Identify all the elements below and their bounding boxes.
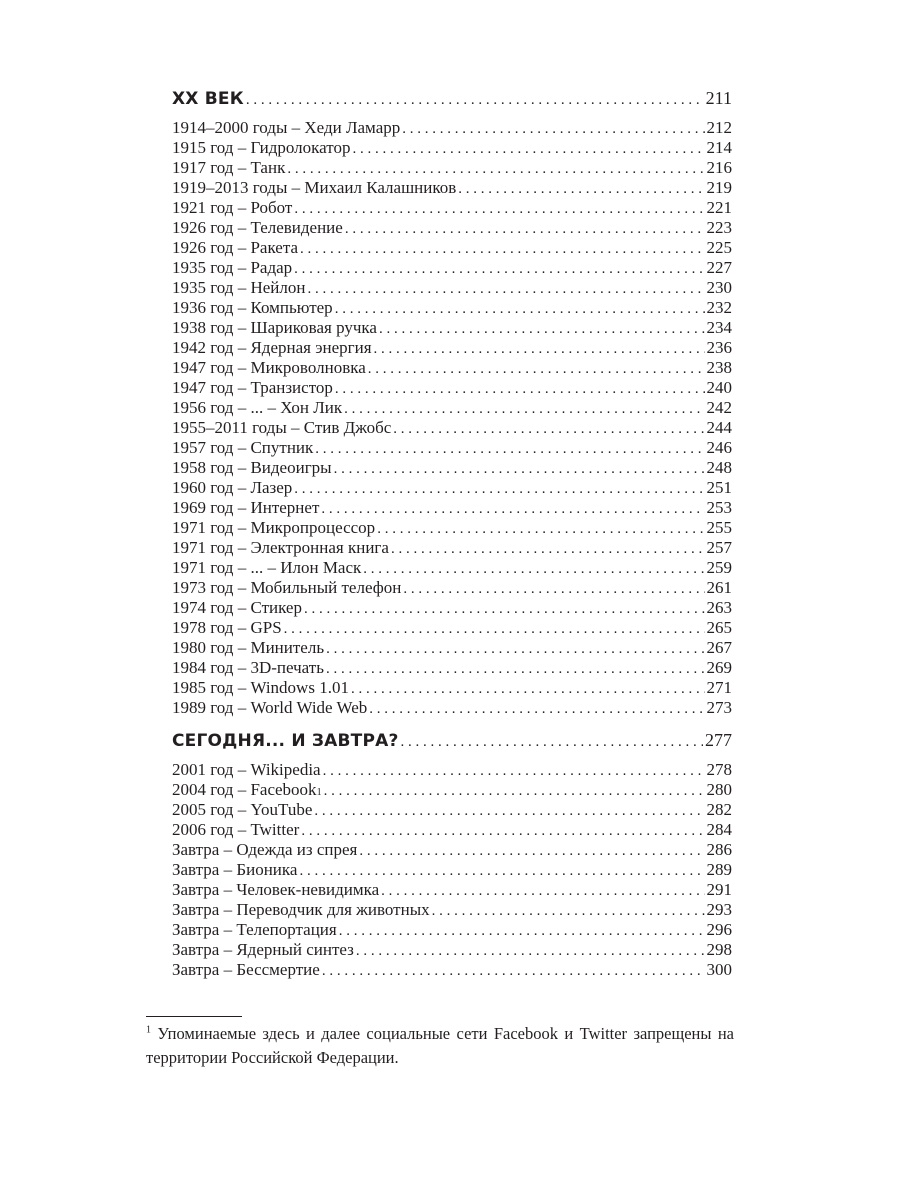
toc-entry[interactable]	[172, 438, 732, 458]
dot-leader	[363, 559, 704, 579]
toc-entry[interactable]	[172, 358, 732, 378]
toc-entry[interactable]	[172, 498, 732, 518]
toc-entry[interactable]	[172, 238, 732, 258]
toc-entry[interactable]	[172, 578, 732, 598]
entry-title: 1960 год – Лазер	[172, 478, 293, 497]
section-title: XX ВЕК	[172, 89, 244, 109]
entry-title: Завтра – Переводчик для животных	[172, 900, 430, 919]
dot-leader	[339, 921, 705, 941]
toc-entry[interactable]	[172, 960, 732, 980]
entry-page-number: 280	[706, 780, 732, 799]
entry-title: 1973 год – Мобильный телефон	[172, 578, 402, 597]
dot-leader	[284, 619, 705, 639]
entry-title: 1926 год – Телевидение	[172, 218, 343, 237]
entry-page-number: 238	[706, 358, 732, 377]
entry-page-number: 284	[706, 820, 732, 839]
entry-page-number: 234	[706, 318, 732, 337]
entry-page-number: 216	[706, 158, 732, 177]
entry-title: 1980 год – Минитель	[172, 638, 325, 657]
dot-leader	[381, 881, 704, 901]
entry-title: Завтра – Ядерный синтез	[172, 940, 354, 959]
entry-page-number: 293	[706, 900, 732, 919]
entry-page-number: 269	[706, 658, 732, 677]
toc-entry[interactable]	[172, 558, 732, 578]
entry-page-number: 223	[706, 218, 732, 237]
toc-entry[interactable]	[172, 118, 732, 138]
toc-entry[interactable]	[172, 318, 732, 338]
entry-page-number: 296	[706, 920, 732, 939]
toc-entry[interactable]	[172, 678, 732, 698]
toc-entry[interactable]	[172, 178, 732, 198]
toc-entry[interactable]	[172, 158, 732, 178]
entry-title: 1921 год – Робот	[172, 198, 293, 217]
dot-leader	[402, 119, 704, 139]
entry-page-number: 289	[706, 860, 732, 879]
dot-leader	[359, 841, 704, 861]
toc-entry[interactable]	[172, 478, 732, 498]
dot-leader	[351, 679, 705, 699]
entry-title: 1984 год – 3D-печать	[172, 658, 324, 677]
entry-page-number: 214	[706, 138, 732, 157]
table-of-contents	[172, 88, 732, 980]
entry-page-number: 273	[706, 698, 732, 717]
entry-title: Завтра – Бессмертие	[172, 960, 320, 979]
entry-page-number: 227	[706, 258, 732, 277]
entry-page-number: 261	[706, 578, 732, 597]
entry-page-number: 300	[706, 960, 732, 979]
dot-leader	[307, 279, 704, 299]
footnote-text: Упоминаемые здесь и далее социальные сети Facebook и Twitter запрещены на территории Российской Федерации.	[146, 1024, 735, 1067]
dot-leader	[326, 639, 704, 659]
dot-leader	[393, 419, 704, 439]
entry-title: 1947 год – Микроволновка	[172, 358, 366, 377]
entry-title: 1978 год – GPS	[172, 618, 282, 637]
entry-page-number: 244	[706, 418, 732, 437]
toc-entry[interactable]	[172, 820, 732, 840]
dot-leader	[377, 519, 704, 539]
entry-page-number: 212	[706, 118, 732, 137]
toc-section-today-and-tomorrow	[172, 730, 732, 980]
toc-entry[interactable]	[172, 900, 732, 920]
toc-entries	[172, 760, 732, 980]
entry-page-number: 248	[706, 458, 732, 477]
toc-entry[interactable]	[172, 418, 732, 438]
entry-title: 1942 год – Ядерная энергия	[172, 338, 372, 357]
entry-page-number: 263	[706, 598, 732, 617]
dot-leader	[246, 92, 704, 109]
toc-entry[interactable]	[172, 298, 732, 318]
entry-page-number: 267	[706, 638, 732, 657]
entry-title: 1935 год – Нейлон	[172, 278, 306, 297]
dot-leader	[334, 459, 705, 479]
toc-entry[interactable]	[172, 618, 732, 638]
section-page-number: 277	[705, 730, 732, 750]
dot-leader	[335, 379, 705, 399]
toc-entry[interactable]	[172, 760, 732, 780]
toc-section-20th-century	[172, 88, 732, 718]
dot-leader	[304, 599, 705, 619]
entry-title: 1938 год – Шариковая ручка	[172, 318, 377, 337]
dot-leader	[391, 539, 705, 559]
section-heading[interactable]	[172, 88, 732, 114]
entry-page-number: 257	[706, 538, 732, 557]
dot-leader	[321, 499, 704, 519]
dot-leader	[369, 699, 704, 719]
entry-title: Завтра – Телепортация	[172, 920, 337, 939]
toc-entry[interactable]	[172, 800, 732, 820]
toc-entry[interactable]	[172, 378, 732, 398]
dot-leader	[314, 801, 704, 821]
dot-leader	[432, 901, 705, 921]
toc-entry[interactable]	[172, 218, 732, 238]
entry-title: 1957 год – Спутник	[172, 438, 314, 457]
dot-leader	[294, 259, 704, 279]
entry-page-number: 251	[706, 478, 732, 497]
entry-page-number: 298	[706, 940, 732, 959]
section-title: СЕГОДНЯ... И ЗАВТРА?	[172, 731, 399, 751]
entry-page-number: 240	[706, 378, 732, 397]
dot-leader	[374, 339, 705, 359]
entry-title: 2005 год – YouTube	[172, 800, 313, 819]
toc-entry[interactable]	[172, 138, 732, 158]
dot-leader	[403, 579, 704, 599]
entry-title: 1969 год – Интернет	[172, 498, 320, 517]
entry-page-number: 246	[706, 438, 732, 457]
entry-title: 2004 год – Facebook	[172, 780, 317, 799]
entry-title: Завтра – Одежда из спрея	[172, 840, 358, 859]
dot-leader	[299, 861, 704, 881]
dot-leader	[300, 239, 704, 259]
dot-leader	[344, 399, 704, 419]
footnote-divider	[146, 1016, 242, 1017]
entry-page-number: 242	[706, 398, 732, 417]
dot-leader	[379, 319, 705, 339]
dot-leader	[401, 734, 703, 751]
entry-title: 1915 год – Гидролокатор	[172, 138, 351, 157]
entry-title: 1971 год – Электронная книга	[172, 538, 389, 557]
toc-entry[interactable]	[172, 840, 732, 860]
toc-entry[interactable]	[172, 258, 732, 278]
entry-title: 1956 год – ... – Хон Лик	[172, 398, 343, 417]
entry-title: 1989 год – World Wide Web	[172, 698, 368, 717]
entry-page-number: 255	[706, 518, 732, 537]
dot-leader	[356, 941, 705, 961]
entry-title: 1947 год – Транзистор	[172, 378, 333, 397]
toc-entry[interactable]	[172, 860, 732, 880]
toc-entries	[172, 118, 732, 718]
toc-entry[interactable]	[172, 278, 732, 298]
entry-title: 1919–2013 годы – Михаил Калашников	[172, 178, 457, 197]
entry-title: 1926 год – Ракета	[172, 238, 299, 257]
toc-entry[interactable]: 2004 год – Facebook 1 . . . 280	[172, 780, 732, 800]
entry-page-number: 265	[706, 618, 732, 637]
dot-leader	[322, 961, 705, 981]
toc-entry[interactable]	[172, 398, 732, 418]
entry-page-number: 225	[706, 238, 732, 257]
dot-leader	[352, 139, 704, 159]
entry-title: 1971 год – ... – Илон Маск	[172, 558, 362, 577]
entry-page-number: 271	[706, 678, 732, 697]
entry-page-number: 219	[706, 178, 732, 197]
dot-leader	[335, 299, 705, 319]
toc-entry[interactable]	[172, 198, 732, 218]
entry-title: 1985 год – Windows 1.01	[172, 678, 349, 697]
entry-title: 1914–2000 годы – Хеди Ламарр	[172, 118, 401, 137]
entry-page-number: 230	[706, 278, 732, 297]
entry-title: 1955–2011 годы – Стив Джобс	[172, 418, 392, 437]
dot-leader	[368, 359, 705, 379]
toc-entry[interactable]	[172, 698, 732, 718]
section-page-number: 211	[705, 88, 732, 108]
entry-title: 2006 год – Twitter	[172, 820, 300, 839]
entry-page-number: 232	[706, 298, 732, 317]
entry-title: 2001 год – Wikipedia	[172, 760, 321, 779]
dot-leader	[458, 179, 704, 199]
toc-entry[interactable]	[172, 458, 732, 478]
dot-leader	[294, 199, 704, 219]
entry-title: 1974 год – Стикер	[172, 598, 302, 617]
entry-page-number: 278	[706, 760, 732, 779]
entry-page-number: 221	[706, 198, 732, 217]
entry-page-number: 259	[706, 558, 732, 577]
entry-page-number: 236	[706, 338, 732, 357]
dot-leader	[294, 479, 704, 499]
dot-leader	[287, 159, 704, 179]
toc-entry[interactable]	[172, 338, 732, 358]
toc-entry[interactable]	[172, 940, 732, 960]
dot-leader	[324, 781, 705, 801]
dot-leader	[323, 761, 705, 781]
entry-title: Завтра – Человек-невидимка	[172, 880, 380, 899]
toc-entry[interactable]	[172, 920, 732, 940]
entry-page-number: 291	[706, 880, 732, 899]
entry-page-number: 286	[706, 840, 732, 859]
entry-title: 1917 год – Танк	[172, 158, 286, 177]
toc-entry[interactable]	[172, 598, 732, 618]
footnote-marker: 1	[146, 1024, 151, 1036]
toc-entry[interactable]	[172, 638, 732, 658]
entry-title: 1958 год – Видеоигры	[172, 458, 332, 477]
entry-page-number: 282	[706, 800, 732, 819]
entry-title: 1936 год – Компьютер	[172, 298, 333, 317]
entry-title: 1935 год – Радар	[172, 258, 293, 277]
footnote	[146, 1022, 734, 1070]
dot-leader	[345, 219, 705, 239]
entry-page-number: 253	[706, 498, 732, 517]
dot-leader	[315, 439, 704, 459]
toc-entry[interactable]	[172, 538, 732, 558]
entry-title: 1971 год – Микропроцессор	[172, 518, 376, 537]
toc-entry[interactable]	[172, 518, 732, 538]
toc-entry[interactable]	[172, 880, 732, 900]
section-heading[interactable]	[172, 730, 732, 756]
entry-title: Завтра – Бионика	[172, 860, 298, 879]
dot-leader	[301, 821, 704, 841]
dot-leader	[326, 659, 705, 679]
toc-entry[interactable]	[172, 658, 732, 678]
